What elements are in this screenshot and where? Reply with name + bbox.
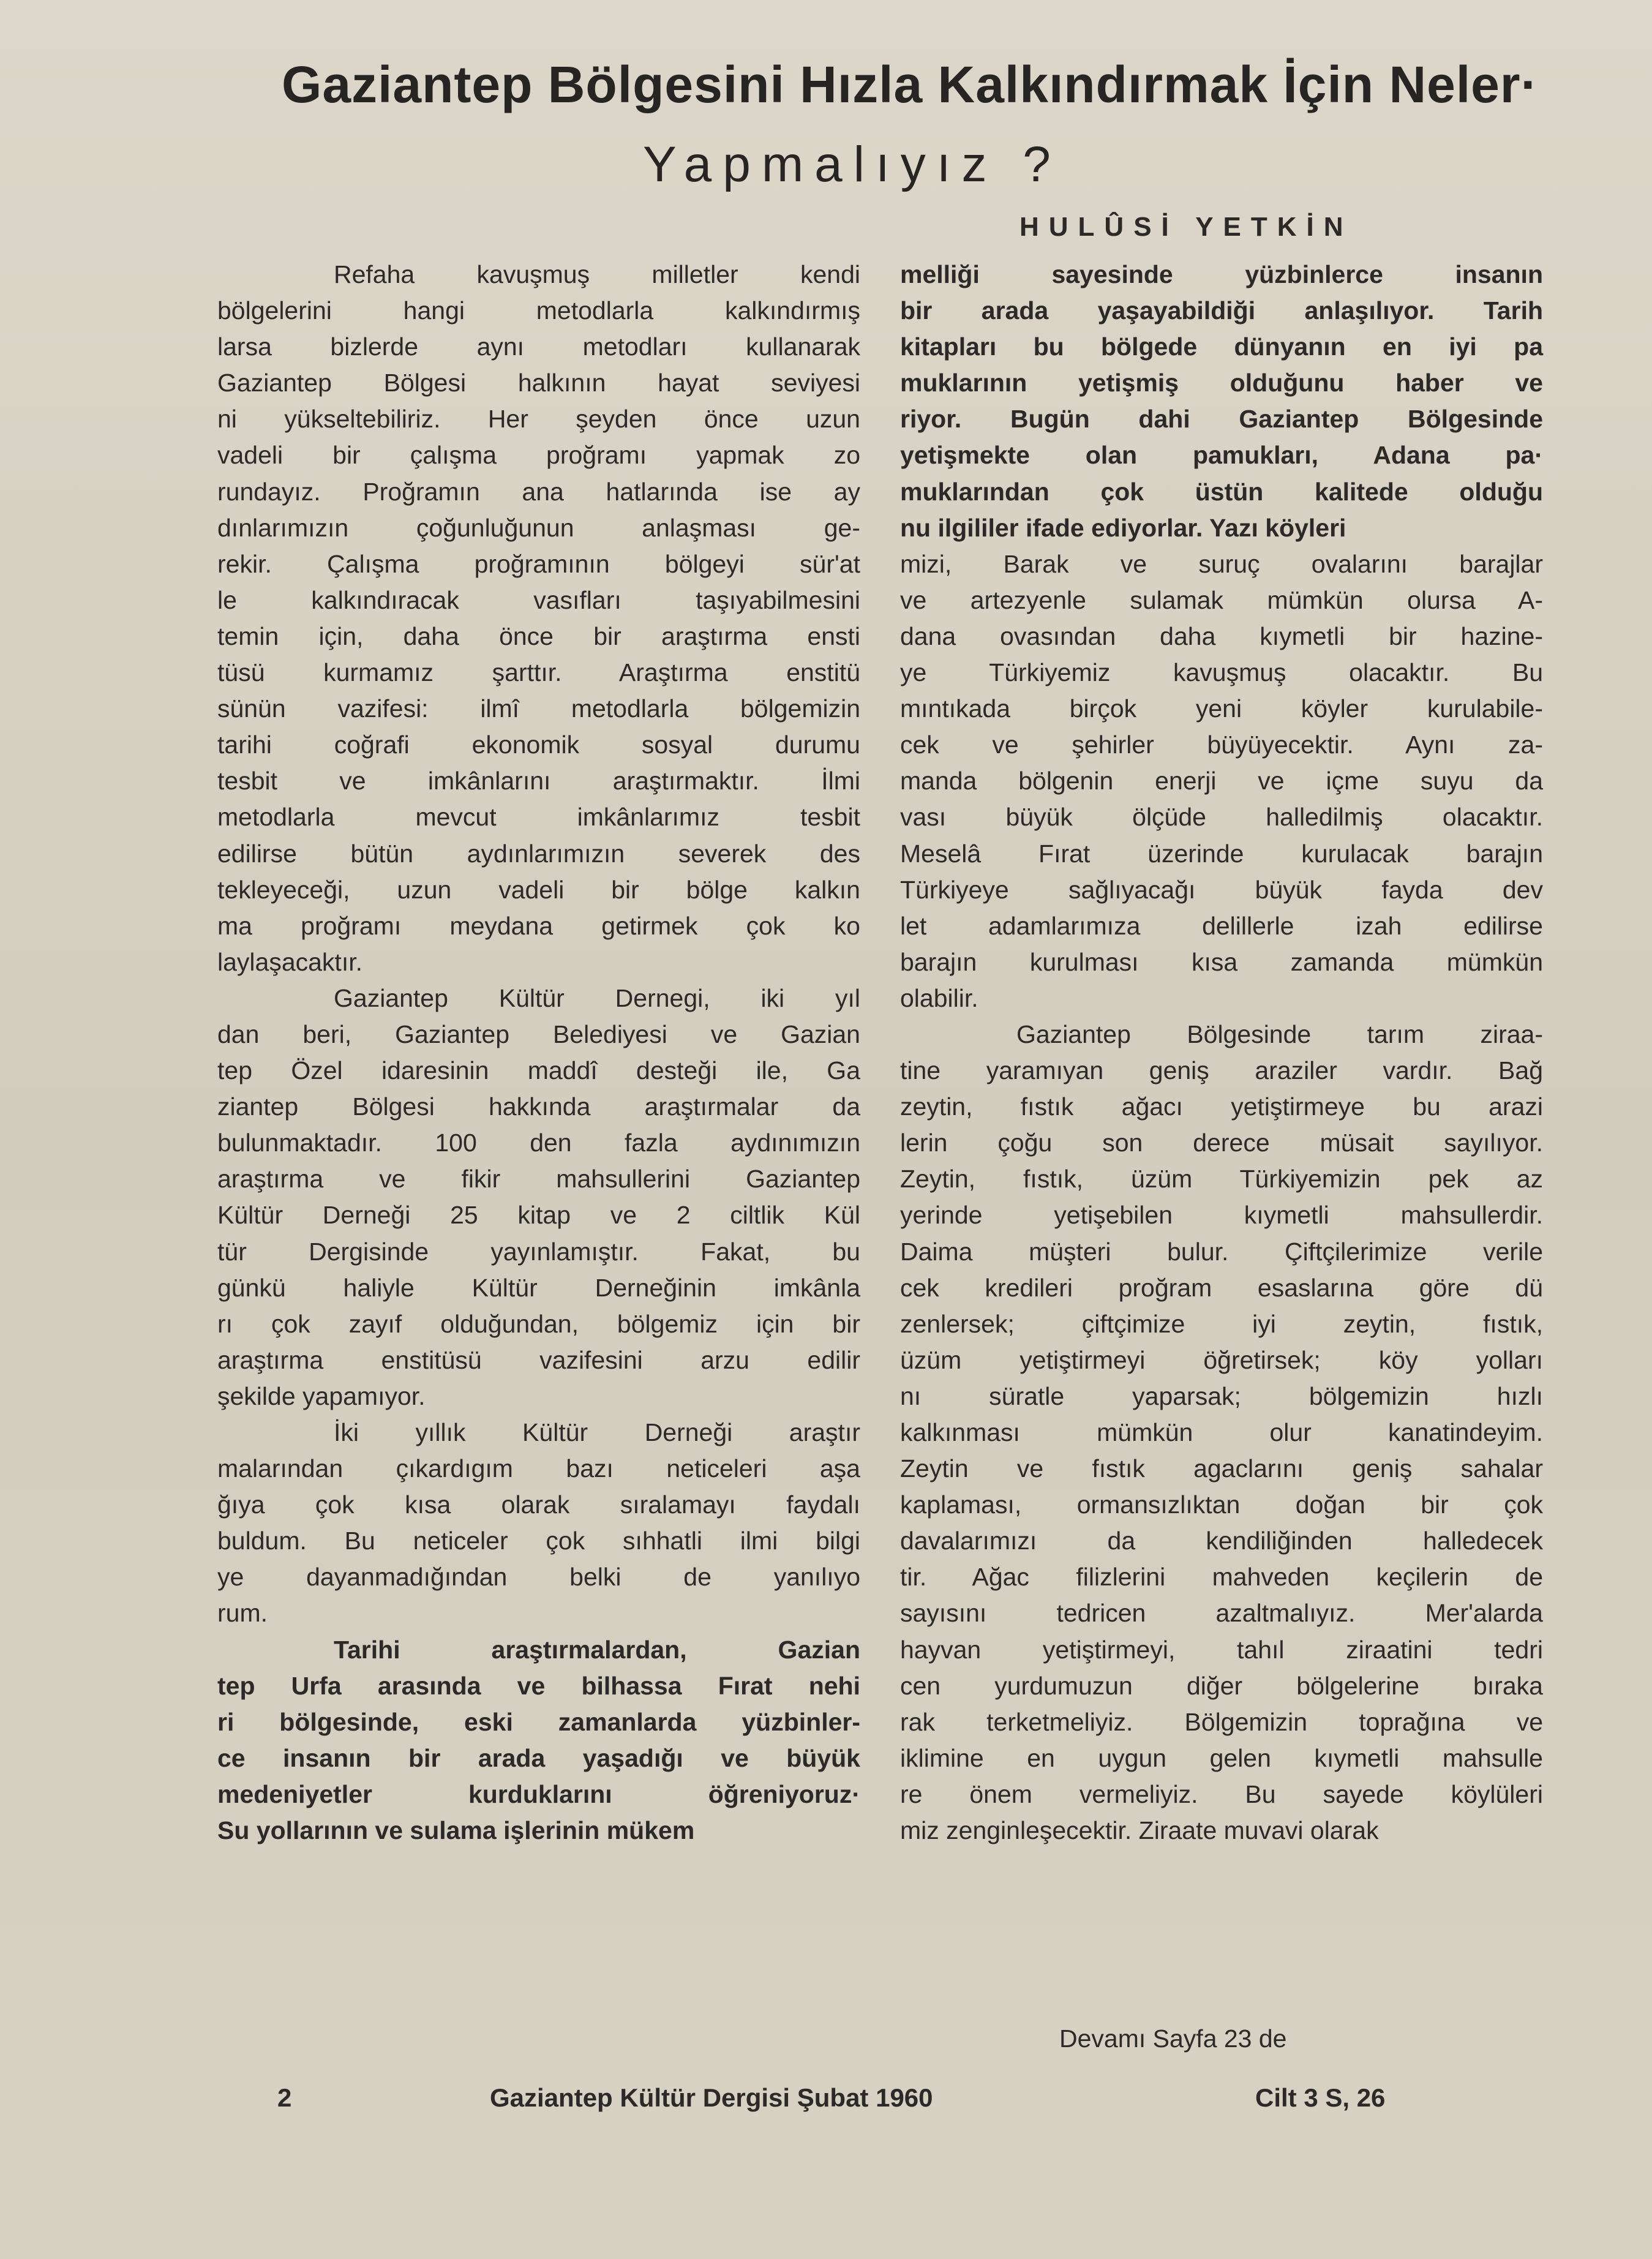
text-line: ce insanın bir arada yaşadığı ve büyük [217,1743,860,1772]
text-line: miz zenginleşecektir. Ziraate muvavi olarak [900,1816,1379,1845]
text-line: mizi, Barak ve suruç ovalarını barajlar [900,549,1543,578]
text-line: Gaziantep Bölgesi halkının hayat seviyesi [217,369,860,397]
text-line: melliği sayesinde yüzbinlerce insanın [900,260,1543,288]
text-line: metodlarla mevcut imkânlarımız tesbit [217,803,860,832]
text-line: Zeytin, fıstık, üzüm Türkiyemizin pek az [900,1165,1543,1193]
paragraph [217,1632,860,1849]
text-line: malarından çıkardıgım bazı neticeleri aşa [217,1454,860,1483]
text-line: let adamlarımıza delillerle izah edilirse [900,911,1543,940]
text-line: kaplaması, ormansızlıktan doğan bir çok [900,1490,1543,1519]
text-line: tep Özel idaresinin maddî desteği ile, Ga [217,1056,860,1085]
paragraph [900,257,1543,546]
text-line: rak terketmeliyiz. Bölgemizin toprağına ve [900,1707,1543,1736]
text-line: ye Türkiyemiz kavuşmuş olacaktır. Bu [900,658,1543,687]
text-line: medeniyetler kurduklarını öğreniyoruz· [217,1780,860,1808]
left-text-column [217,257,860,1849]
text-line: Gaziantep Bölgesinde tarım ziraa- [1016,1020,1543,1048]
text-line: cek kredileri proğram esaslarına göre dü [900,1273,1543,1302]
text-line: dan beri, Gaziantep Belediyesi ve Gazian [217,1020,860,1048]
text-line: temin için, daha önce bir araştırma ensti [217,622,860,650]
text-line: bölgelerini hangi metodlarla kalkındırmış [217,296,860,325]
text-line: mıntıkada birçok yeni köyler kurulabile- [900,694,1543,723]
text-line: bulunmaktadır. 100 den fazla aydınımızın [217,1129,860,1157]
text-line: hayvan yetiştirmeyi, tahıl ziraatini tedri [900,1635,1543,1664]
continuation-note: Devamı Sayfa 23 de [1059,2024,1287,2053]
text-line: larsa bizlerde aynı metodları kullanarak [217,333,860,361]
text-line: vadeli bir çalışma proğramı yapmak zo [217,441,860,470]
text-line: tir. Ağac filizlerini mahveden keçilerin de [900,1563,1543,1592]
text-line: re önem vermeliyiz. Bu sayede köylüleri [900,1780,1543,1808]
text-line: araştırma ve fikir mahsullerini Gaziantep [217,1165,860,1193]
text-line: ziantep Bölgesi hakkında araştırmalar da [217,1092,860,1121]
text-line: vası büyük ölçüde halledilmiş olacaktır. [900,803,1543,832]
text-line: olabilir. [900,983,978,1012]
text-line: dınlarımızın çoğunluğunun anlaşması ge- [217,513,860,542]
text-line: Türkiyeye sağlıyacağı büyük fayda dev [900,875,1543,904]
paragraph [217,1415,860,1632]
text-line: rı çok zayıf olduğundan, bölgemiz için bir [217,1309,860,1338]
text-line: tesbit ve imkânlarını araştırmaktır. İlmi [217,767,860,795]
paragraph [217,980,860,1415]
text-line: dana ovasından daha kıymetli bir hazine- [900,622,1543,650]
text-line: tür Dergisinde yayınlamıştır. Fakat, bu [217,1237,860,1266]
text-line: ma proğramı meydana getirmek çok ko [217,911,860,940]
text-line: cen yurdumuzun diğer bölgelerine bıraka [900,1671,1543,1700]
text-line: yerinde yetişebilen kıymetli mahsullerdir. [900,1201,1543,1230]
text-line: üzüm yetiştirmeyi öğretirsek; köy yolları [900,1345,1543,1374]
text-line: nı süratle yaparsak; bölgemizin hızlı [900,1381,1543,1410]
text-line: Daima müşteri bulur. Çiftçilerimize verile [900,1237,1543,1266]
text-line: günkü haliyle Kültür Derneğinin imkânla [217,1273,860,1302]
text-line: rekir. Çalışma proğramının bölgeyi sür'at [217,549,860,578]
right-text-column [900,257,1543,1849]
text-line: edilirse bütün aydınlarımızın severek des [217,839,860,868]
text-line: tep Urfa arasında ve bilhassa Fırat nehi [217,1671,860,1700]
paragraph [217,257,860,980]
text-line: rum. [217,1599,268,1628]
text-line: rundayız. Proğramın ana hatlarında ise ay [217,477,860,506]
text-line: sünün vazifesi: ilmî metodlarla bölgemizin [217,694,860,723]
text-line: riyor. Bugün dahi Gaziantep Bölgesinde [900,405,1543,434]
text-line: bir arada yaşayabildiği anlaşılıyor. Tarih [900,296,1543,325]
text-line: Kültür Derneği 25 kitap ve 2 ciltlik Kül [217,1201,860,1230]
article-title-line2: Yapmalıyız ? [643,137,1062,192]
text-line: tarihi coğrafi ekonomik sosyal durumu [217,731,860,759]
text-line: Gaziantep Kültür Dernegi, iki yıl [334,983,860,1012]
text-line: nu ilgililer ifade ediyorlar. Yazı köyleri [900,513,1346,542]
magazine-name: Gaziantep Kültür Dergisi Şubat 1960 [490,2083,933,2112]
text-line: şekilde yapamıyor. [217,1381,426,1410]
text-line: ye dayanmadığından belki de yanılıyo [217,1563,860,1592]
text-line: buldum. Bu neticeler çok sıhhatli ilmi bilgi [217,1527,860,1555]
text-line: iklimine en uygun gelen kıymetli mahsulle [900,1743,1543,1772]
issue-number: Cilt 3 S, 26 [1255,2083,1386,2112]
text-line: Su yollarının ve sulama işlerinin mükem [217,1816,695,1845]
paragraph [900,546,1543,1017]
text-line: kalkınması mümkün olur kanatindeyim. [900,1418,1543,1446]
text-line: ri bölgesinde, eski zamanlarda yüzbinler- [217,1707,860,1736]
text-line: zenlersek; çiftçimize iyi zeytin, fıstık, [900,1309,1543,1338]
text-line: cek ve şehirler büyüyecektir. Aynı za- [900,731,1543,759]
text-line: le kalkındıracak vasıfları taşıyabilmesini [217,585,860,614]
text-line: Tarihi araştırmalardan, Gazian [334,1635,860,1664]
text-line: araştırma enstitüsü vazifesini arzu edilir [217,1345,860,1374]
text-line: kitapları bu bölgede dünyanın en iyi pa [900,333,1543,361]
article-title: Gaziantep Bölgesini Hızla Kalkındırmak İçin Neler· [282,56,1539,113]
text-line: İki yıllık Kültür Derneği araştır [334,1418,860,1446]
text-line: manda bölgenin enerji ve içme suyu da [900,767,1543,795]
text-line: lerin çoğu son derece müsait sayılıyor. [900,1129,1543,1157]
page-number: 2 [277,2083,292,2112]
text-line: tine yaramıyan geniş araziler vardır. Bağ [900,1056,1543,1085]
text-line: Meselâ Fırat üzerinde kurulacak barajın [900,839,1543,868]
text-line: barajın kurulması kısa zamanda mümkün [900,947,1543,976]
text-line: Refaha kavuşmuş milletler kendi [334,260,860,288]
text-line: tekleyeceği, uzun vadeli bir bölge kalkın [217,875,860,904]
text-line: tüsü kurmamız şarttır. Araştırma enstitü [217,658,860,687]
paragraph [900,1017,1543,1849]
text-line: yetişmekte olan pamukları, Adana pa· [900,441,1543,470]
text-line: ğıya çok kısa olarak sıralamayı faydalı [217,1490,860,1519]
text-line: davalarımızı da kendiliğinden halledecek [900,1527,1543,1555]
text-line: zeytin, fıstık ağacı yetiştirmeye bu arazi [900,1092,1543,1121]
text-line: sayısını tedricen azaltmalıyız. Mer'alarda [900,1599,1543,1628]
text-line: ni yükseltebiliriz. Her şeyden önce uzun [217,405,860,434]
text-line: Zeytin ve fıstık agaclarını geniş sahalar [900,1454,1543,1483]
text-line: laylaşacaktır. [217,947,362,976]
text-line: muklarının yetişmiş olduğunu haber ve [900,369,1543,397]
article-author: HULÛSİ YETKİN [1019,212,1353,242]
text-line: ve artezyenle sulamak mümkün olursa A- [900,585,1543,614]
text-line: muklarından çok üstün kalitede olduğu [900,477,1543,506]
